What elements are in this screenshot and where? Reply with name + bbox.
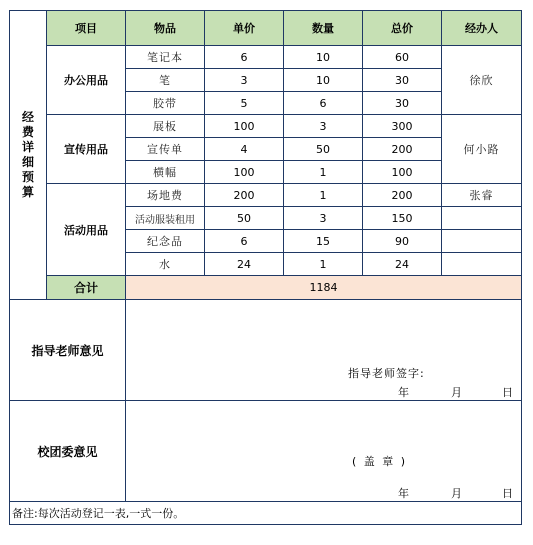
category-cell: 活动用品 (47, 184, 126, 276)
item-qty: 15 (284, 230, 363, 253)
header-total: 总价 (363, 11, 442, 46)
committee-date-day: 日 (502, 487, 513, 500)
item-qty: 10 (284, 69, 363, 92)
table-row (10, 115, 522, 138)
item-price: 6 (205, 46, 284, 69)
item-total: 150 (363, 207, 442, 230)
sum-row (10, 276, 522, 300)
committee-date-year: 年 (398, 487, 409, 500)
item-name: 纪念品 (126, 230, 205, 253)
item-name: 场地费 (126, 184, 205, 207)
committee-opinion-label: 校团委意见 (10, 401, 126, 502)
item-price: 6 (205, 230, 284, 253)
item-qty: 10 (284, 46, 363, 69)
table-row (10, 46, 522, 69)
item-total: 24 (363, 253, 442, 276)
handler-empty-cell (442, 230, 522, 253)
item-price: 100 (205, 161, 284, 184)
note-text: 备注:每次活动登记一表,一式一份。 (10, 502, 522, 525)
sum-value: 1184 (126, 276, 522, 300)
handler-empty-cell (442, 253, 522, 276)
item-qty: 3 (284, 207, 363, 230)
handler-empty-cell (442, 207, 522, 230)
table-row (10, 184, 522, 207)
committee-opinion-box[interactable] (126, 401, 522, 502)
item-name: 横幅 (126, 161, 205, 184)
item-price: 24 (205, 253, 284, 276)
note-row (10, 502, 522, 525)
teacher-signature-label: 指导老师签字: (348, 367, 425, 380)
vertical-title-cell (10, 11, 47, 300)
handler-cell: 何小路 (442, 115, 522, 184)
item-price: 100 (205, 115, 284, 138)
item-qty: 50 (284, 138, 363, 161)
item-price: 50 (205, 207, 284, 230)
item-name: 展板 (126, 115, 205, 138)
category-cell: 宣传用品 (47, 115, 126, 184)
category-cell: 办公用品 (47, 46, 126, 115)
item-qty: 1 (284, 161, 363, 184)
header-project: 项目 (47, 11, 126, 46)
item-price: 3 (205, 69, 284, 92)
vertical-title: 经费详细预算 (21, 110, 34, 199)
item-name: 胶带 (126, 92, 205, 115)
handler-cell: 徐欣 (442, 46, 522, 115)
teacher-date-day: 日 (502, 386, 513, 399)
header-row (10, 11, 522, 46)
header-item: 物品 (126, 11, 205, 46)
item-qty: 3 (284, 115, 363, 138)
handler-cell: 张睿 (442, 184, 522, 207)
budget-table (9, 10, 522, 525)
header-handler: 经办人 (442, 11, 522, 46)
item-price: 4 (205, 138, 284, 161)
item-price: 200 (205, 184, 284, 207)
item-qty: 1 (284, 184, 363, 207)
teacher-opinion-box[interactable] (126, 300, 522, 401)
header-price: 单价 (205, 11, 284, 46)
item-total: 300 (363, 115, 442, 138)
committee-seal-label: ( 盖 章 ) (352, 455, 408, 468)
item-total: 30 (363, 69, 442, 92)
item-total: 200 (363, 184, 442, 207)
item-total: 60 (363, 46, 442, 69)
item-name: 笔记本 (126, 46, 205, 69)
item-total: 90 (363, 230, 442, 253)
item-price: 5 (205, 92, 284, 115)
teacher-date-month: 月 (451, 386, 462, 399)
item-total: 30 (363, 92, 442, 115)
item-name: 活动服装租用 (126, 207, 205, 230)
teacher-opinion-label: 指导老师意见 (10, 300, 126, 401)
item-total: 200 (363, 138, 442, 161)
item-name: 笔 (126, 69, 205, 92)
item-total: 100 (363, 161, 442, 184)
committee-opinion-row (10, 401, 522, 502)
teacher-date-year: 年 (398, 386, 409, 399)
item-qty: 6 (284, 92, 363, 115)
committee-date-month: 月 (451, 487, 462, 500)
item-qty: 1 (284, 253, 363, 276)
sum-label: 合计 (47, 276, 126, 300)
teacher-opinion-row (10, 300, 522, 401)
item-name: 宣传单 (126, 138, 205, 161)
item-name: 水 (126, 253, 205, 276)
header-qty: 数量 (284, 11, 363, 46)
